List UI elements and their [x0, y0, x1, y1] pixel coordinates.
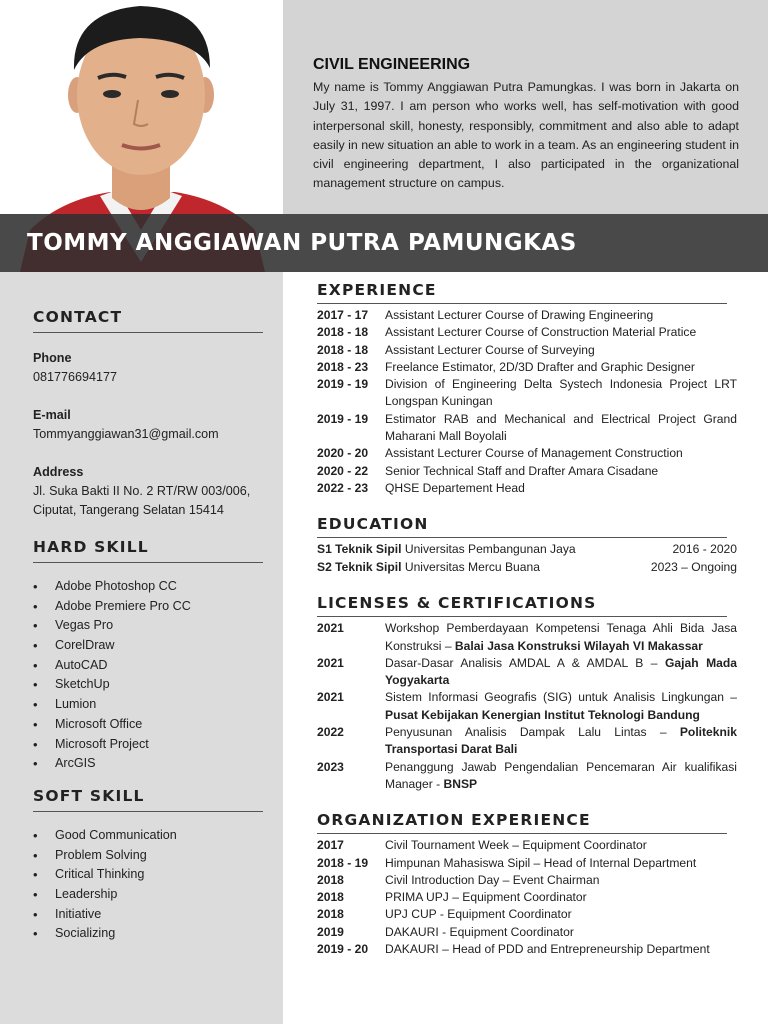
list-item: • Good Communication [33, 826, 263, 846]
organization-list [317, 837, 737, 958]
list-item: • Socializing [33, 924, 263, 944]
list-item: 2020 - 20 Assistant Lecturer Course of Management Construction [317, 446, 683, 461]
organization-heading: ORGANIZATION EXPERIENCE [317, 811, 727, 834]
list-item: • CorelDraw [33, 636, 263, 656]
list-item: 2023 Penanggung Jawab Pengendalian Pencemaran Air kualifikasi Manager - BNSP [317, 759, 737, 791]
profile-summary [313, 56, 739, 194]
phone-label: Phone [33, 351, 72, 365]
list-item: 2019 DAKAURI - Equipment Coordinator [317, 924, 574, 939]
licenses-section [317, 594, 737, 793]
experience-section [317, 281, 737, 497]
left-column [33, 308, 263, 944]
list-item: 2018 - 19 Himpunan Mahasiswa Sipil – Head of Internal Department [317, 855, 697, 870]
experience-heading: EXPERIENCE [317, 281, 727, 304]
list-item: • SketchUp [33, 675, 263, 695]
address-line-1: Jl. Suka Bakti II No. 2 RT/RW 003/006, [33, 484, 251, 498]
contact-heading: CONTACT [33, 308, 263, 333]
list-item: 2021 Workshop Pemberdayaan Kompetensi Tenaga Ahli Bida Jasa Konstruksi – Balai Jasa Konstruksi Wilayah VI Makassar [317, 621, 737, 653]
education-section [317, 515, 737, 576]
right-column [317, 281, 737, 976]
hard-skill-heading: HARD SKILL [33, 538, 263, 563]
licenses-heading: LICENSES & CERTIFICATIONS [317, 594, 727, 617]
experience-list [317, 307, 737, 497]
list-item: • ArcGIS [33, 754, 263, 774]
list-item: 2021 Dasar-Dasar Analisis AMDAL A & AMDAL B – Gajah Mada Yogyakarta [317, 655, 737, 688]
list-item: 2017 - 17 Assistant Lecturer Course of Drawing Engineering [317, 308, 654, 322]
list-item: 2022 - 23 QHSE Departement Head [317, 480, 525, 495]
education-heading: EDUCATION [317, 515, 727, 538]
soft-skill-list [33, 826, 263, 944]
list-item: 2017 Civil Tournament Week – Equipment Coordinator [317, 838, 647, 853]
list-item: 2020 - 22 Senior Technical Staff and Drafter Amara Cisadane [317, 463, 659, 478]
list-item: 2018 - 18 Assistant Lecturer Course of Surveying [317, 342, 595, 357]
list-item: S2 Teknik Sipil Universitas Mercu Buana 2023 – Ongoing [317, 559, 737, 574]
summary-text: My name is Tommy Anggiawan Putra Pamungkas. I was born in Jakarta on July 31, 1997. I am person who works well, has self-motivation with good interpersonal skill, honesty, responsibly, commitment and also able to adapt easily in new situation an able to work in a team. As an engineering student in civil engineering department, I also participated in the organizational management structure on campus. [313, 80, 739, 191]
email-label: E-mail [33, 408, 71, 422]
list-item: 2018 Civil Introduction Day – Event Chairman [317, 872, 600, 887]
summary-title: CIVIL ENGINEERING [313, 56, 471, 73]
list-item: 2018 - 18 Assistant Lecturer Course of Construction Material Pratice [317, 325, 697, 340]
list-item: 2018 - 23 Freelance Estimator, 2D/3D Drafter and Graphic Designer [317, 359, 695, 374]
list-item: 2019 - 19 Division of Engineering Delta Systech Indonesia Project LRT Longspan Kuningan [317, 377, 737, 409]
licenses-list [317, 620, 737, 793]
list-item: • Leadership [33, 885, 263, 905]
hard-skill-list [33, 577, 263, 774]
soft-skill-heading: SOFT SKILL [33, 787, 263, 812]
list-item: 2018 UPJ CUP - Equipment Coordinator [317, 907, 572, 922]
name-banner [0, 214, 768, 272]
email-value: Tommyanggiawan31@gmail.com [33, 427, 219, 441]
address-line-2: Ciputat, Tangerang Selatan 15414 [33, 503, 224, 517]
list-item: • Critical Thinking [33, 865, 263, 885]
list-item: 2018 PRIMA UPJ – Equipment Coordinator [317, 890, 587, 905]
list-item: • Lumion [33, 695, 263, 715]
list-item: • Vegas Pro [33, 616, 263, 636]
list-item: • Adobe Photoshop CC [33, 577, 263, 597]
phone-value: 081776694177 [33, 370, 118, 384]
list-item: • Problem Solving [33, 846, 263, 866]
list-item: • Microsoft Office [33, 715, 263, 735]
list-item: S1 Teknik Sipil Universitas Pembangunan Jaya 2016 - 2020 [317, 542, 737, 557]
education-list [317, 541, 737, 576]
list-item: 2019 - 19 Estimator RAB and Mechanical and Electrical Project Grand Maharani Mall Boyolali [317, 411, 737, 444]
list-item: • Initiative [33, 905, 263, 925]
list-item: 2022 Penyusunan Analisis Dampak Lalu Lintas – Politeknik Transportasi Darat Bali [317, 725, 737, 757]
contact-details [33, 349, 263, 520]
address-label: Address [33, 465, 84, 479]
list-item: • AutoCAD [33, 656, 263, 676]
full-name: TOMMY ANGGIAWAN PUTRA PAMUNGKAS [27, 230, 577, 256]
organization-section [317, 811, 737, 958]
list-item: 2021 Sistem Informasi Geografis (SIG) untuk Analisis Lingkungan – Pusat Kebijakan Kenergian Institut Teknologi Bandung [317, 690, 737, 722]
list-item: 2019 - 20 DAKAURI – Head of PDD and Entrepreneurship Department [317, 942, 710, 957]
list-item: • Adobe Premiere Pro CC [33, 597, 263, 617]
list-item: • Microsoft Project [33, 735, 263, 755]
